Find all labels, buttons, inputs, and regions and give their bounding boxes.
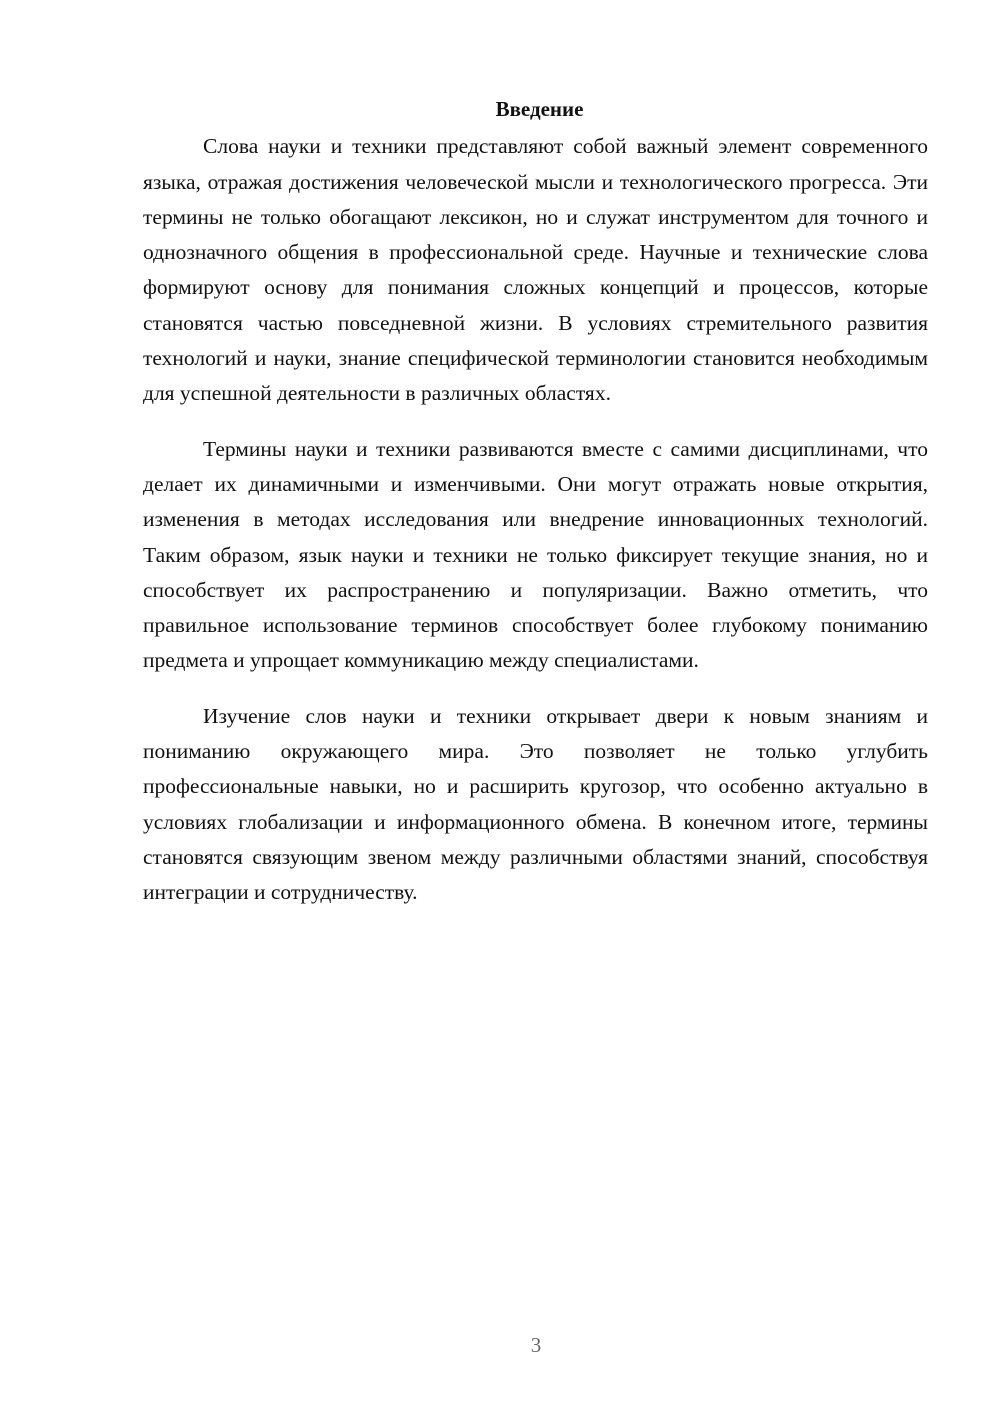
- document-body: [143, 92, 928, 931]
- paragraph-2: Термины науки и техники развиваются вместе с самими дисциплинами, что делает их динамичными и изменчивыми. Они могут отражать новые открытия, изменения в методах исследования или внедрение инновационных технологий. Таким образом, язык науки и техники не только фиксирует текущие знания, но и способствует их распространению и популяризации. Важно отметить, что правильное использование терминов способствует более глубокому пониманию предмета и упрощает коммуникацию между специалистами.: [143, 436, 928, 673]
- page-number: 3: [530, 1333, 542, 1357]
- paragraph-3: Изучение слов науки и техники открывает двери к новым знаниям и пониманию окружающего мира. Это позволяет не только углубить профессиональные навыки, но и расширить кругозор, что особенно актуально в условиях глобализации и информационного обмена. В конечном итоге, термины становятся связующим звеном между различными областями знаний, способствуя интеграции и сотрудничеству.: [143, 703, 928, 905]
- paragraph-1: Слова науки и техники представляют собой важный элемент современного языка, отражая достижения человеческой мысли и технологического прогресса. Эти термины не только обогащают лексикон, но и служат инструментом для точного и однозначного общения в профессиональной среде. Научные и технические слова формируют основу для понимания сложных концепций и процессов, которые становятся частью повседневной жизни. В условиях стремительного развития технологий и науки, знание специфической терминологии становится необходимым для успешной деятельности в различных областях.: [143, 134, 928, 406]
- section-title: Введение: [495, 97, 584, 121]
